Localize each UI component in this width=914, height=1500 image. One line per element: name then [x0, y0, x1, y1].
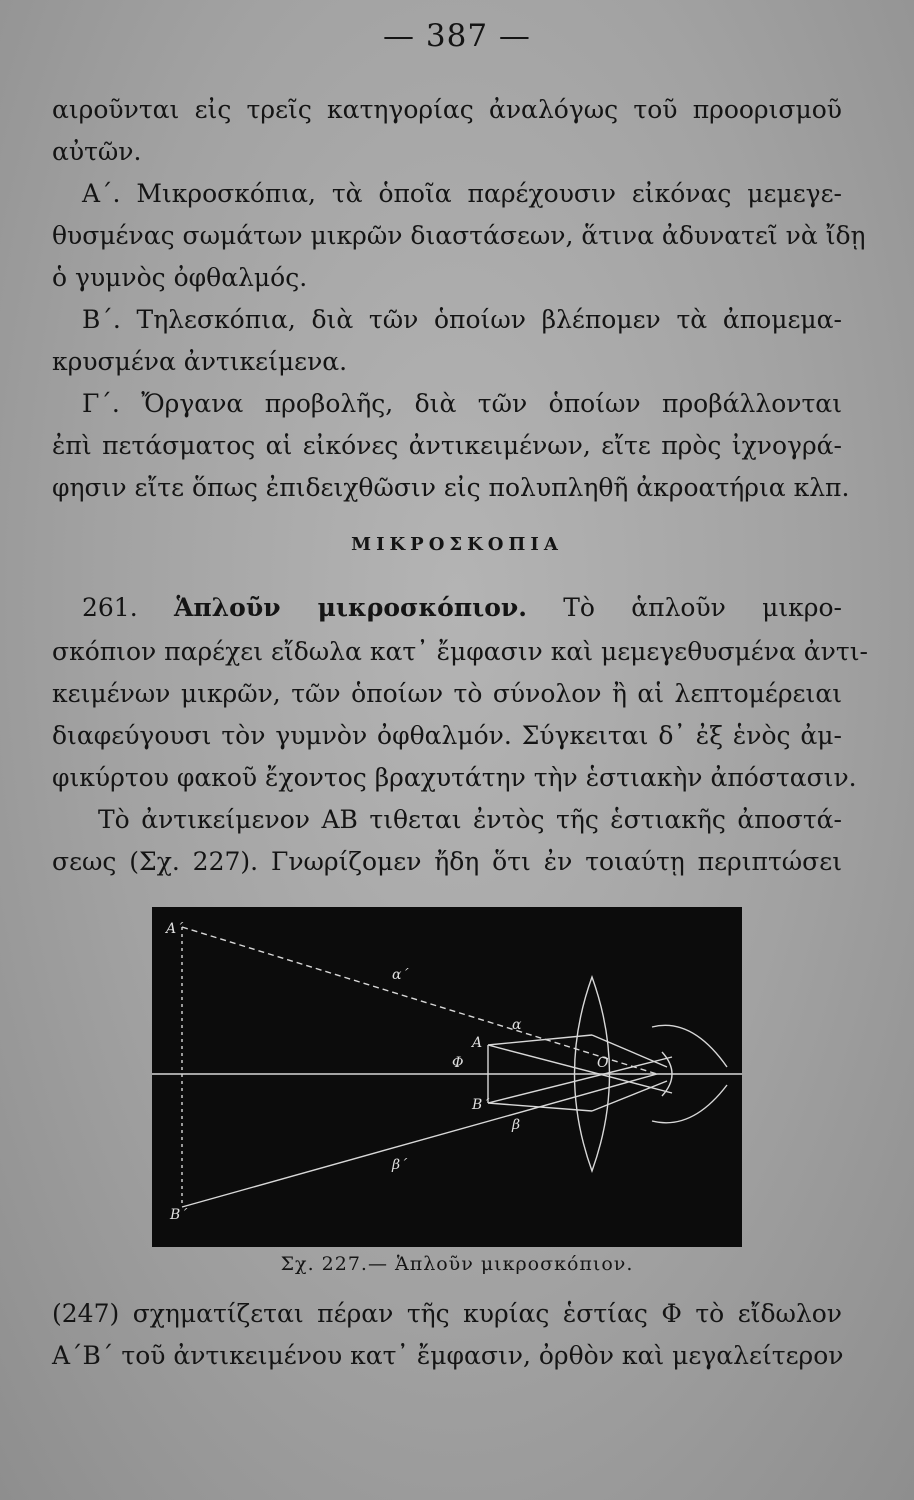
list-item-label: Β΄.: [82, 305, 121, 334]
ray-bottom-conv: [592, 1081, 667, 1111]
label-o: Ο: [597, 1055, 609, 1071]
page-number: — 387 —: [383, 18, 531, 54]
body-text-line: ὁ γυμνὸς ὀφθαλμός.: [52, 263, 308, 292]
body-text-line: θυσμένας σωμάτων μικρῶν διαστάσεων, ἅτινα ἀδυνατεῖ νὰ ἴδῃ: [52, 221, 866, 250]
body-text-line: κρυσμένα ἀντικείμενα.: [52, 347, 348, 376]
list-item-text: Μικροσκόπια, τὰ ὁποῖα παρέχουσιν εἰκόνας μεμεγε-: [120, 179, 842, 208]
body-text-line: Τὸ ἀντικείμενον ΑΒ τιθεται ἐντὸς τῆς ἑστιακῆς ἀποστά-: [52, 805, 842, 834]
eye-lid-top: [652, 1025, 727, 1067]
label-b: Β΄: [472, 1097, 490, 1113]
ray-b-prime: [182, 1074, 657, 1207]
paragraph-title: Ἁπλοῦν μικροσκόπιον.: [173, 593, 527, 622]
body-text-line: κειμένων μικρῶν, τῶν ὁποίων τὸ σύνολον ἢ αἱ λεπτομέρειαι: [52, 679, 842, 708]
label-ray-a: α: [512, 1017, 522, 1033]
body-text-line: Α΄Β΄ τοῦ ἀντικειμένου κατ᾽ ἔμφασιν, ὀρθὸν καὶ μεγαλείτερον: [52, 1341, 844, 1370]
label-ray-a-prime: α΄: [392, 967, 409, 983]
body-text-line: αὐτῶν.: [52, 137, 142, 166]
list-item-label: Γ΄.: [82, 389, 120, 418]
ray-a-through: [488, 1045, 672, 1093]
label-ray-b-prime: β΄: [392, 1157, 408, 1173]
body-text-line: ἐπὶ πετάσματος αἱ εἰκόνες ἀντικειμένων, εἴτε πρὸς ἰχνογρά-: [52, 431, 842, 460]
label-ray-b: β: [512, 1117, 521, 1133]
body-text-line: σκόπιον παρέχει εἴδωλα κατ᾽ ἔμφασιν καὶ μεμεγεθυσμένα ἀντι-: [52, 637, 868, 666]
list-item-b: [82, 304, 842, 336]
label-b-prime: Β΄: [170, 1207, 188, 1223]
paragraph-261-first-line: [82, 592, 842, 624]
label-focus: Φ: [452, 1055, 464, 1071]
paragraph-text: Τὸ ἁπλοῦν μικρο-: [526, 593, 843, 622]
list-item-label: Α΄.: [82, 179, 121, 208]
paragraph-number: 261.: [82, 593, 138, 622]
body-text-line: φησιν εἴτε ὅπως ἐπιδειχθῶσιν εἰς πολυπληθῆ ἀκροατήρια κλπ.: [52, 473, 850, 502]
body-text-line: αιροῦνται εἰς τρεῖς κατηγορίας ἀναλόγως τοῦ προορισμοῦ: [52, 95, 842, 124]
body-text-line: φικύρτου φακοῦ ἔχοντος βραχυτάτην τὴν ἑστιακὴν ἀπόστασιν.: [52, 763, 857, 792]
list-item-text: Τηλεσκόπια, διὰ τῶν ὁποίων βλέπομεν τὰ ἀπομεμα-: [120, 305, 842, 334]
section-heading: ΜΙΚΡΟΣΚΟΠΙΑ: [351, 534, 563, 555]
figure-diagram: [152, 907, 742, 1247]
list-item-c: [82, 388, 842, 420]
body-text-line: σεως (Σχ. 227). Γνωρίζομεν ἤδη ὅτι ἐν τοιαύτῃ περιπτώσει: [52, 847, 842, 876]
body-text-line: (247) σχηματίζεται πέραν τῆς κυρίας ἑστίας Φ τὸ εἴδωλον: [52, 1299, 842, 1328]
list-item-a: [82, 178, 842, 210]
list-item-text: Ὄργανα προβολῆς, διὰ τῶν ὁποίων προβάλλονται: [119, 389, 842, 418]
figure-caption: Σχ. 227.— Ἁπλοῦν μικροσκόπιον.: [280, 1253, 634, 1275]
figure-simple-microscope: [152, 907, 742, 1247]
body-text-line: διαφεύγουσι τὸν γυμνὸν ὀφθαλμόν. Σύγκειται δ᾽ ἐξ ἑνὸς ἀμ-: [52, 721, 842, 750]
ray-a-prime: [182, 927, 657, 1074]
label-a: Α: [472, 1035, 483, 1051]
label-a-prime: Α΄: [166, 921, 184, 937]
